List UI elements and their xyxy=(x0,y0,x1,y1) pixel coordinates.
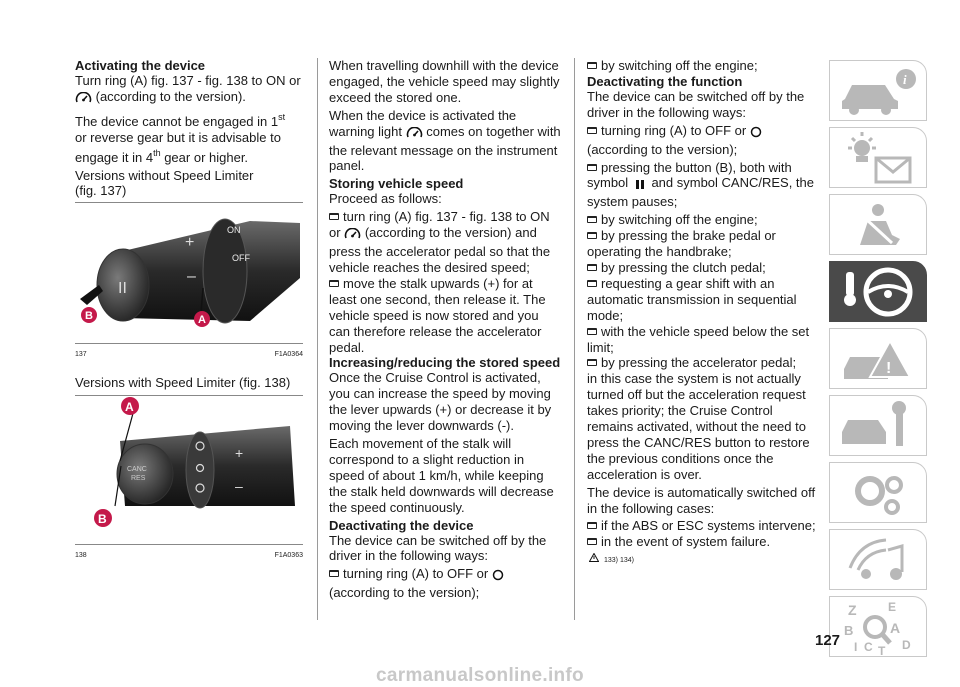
list-item xyxy=(329,566,561,585)
warning-references xyxy=(589,553,634,569)
heading-deactivating-function: Deactivating the function xyxy=(587,73,743,89)
column-separator xyxy=(574,58,575,620)
index-letter: A xyxy=(890,620,901,636)
list-item xyxy=(587,355,822,371)
bullet-icon xyxy=(587,232,597,239)
warning-lights-icon xyxy=(830,128,928,189)
bullet-icon xyxy=(329,213,339,220)
emergency-icon xyxy=(830,329,928,390)
heading-deactivating-device: Deactivating the device xyxy=(329,517,474,533)
cruise-control-icon xyxy=(406,127,423,143)
superscript: st xyxy=(278,111,286,122)
column-1 xyxy=(75,58,303,564)
bullet-icon xyxy=(587,359,597,366)
text: by pressing the accelerator pedal; xyxy=(601,355,797,371)
text: (according to the version) and press the accelerator pedal so that the vehicle reaches the desired speed; xyxy=(329,225,551,275)
bullet-icon xyxy=(329,280,339,287)
technical-data-icon xyxy=(830,463,928,524)
callout-a: A xyxy=(198,314,206,327)
svg-text:–: – xyxy=(235,478,243,495)
figure-137 xyxy=(75,203,303,341)
heading-increasing-reducing: Increasing/reducing the stored speed xyxy=(329,355,561,371)
bullet-icon xyxy=(329,570,339,577)
figure-code: F1A0363 xyxy=(274,552,303,560)
pause-icon xyxy=(632,178,648,194)
paragraph: Versions without Speed Limiter (fig. 137) xyxy=(75,167,254,199)
index-letter: E xyxy=(888,600,897,614)
text: by switching off the engine; xyxy=(601,58,758,73)
list-item xyxy=(587,324,822,356)
list-item xyxy=(587,534,822,550)
text: comes on together with the relevant message on the instrument panel. xyxy=(329,123,561,174)
svg-text:–: – xyxy=(187,268,196,286)
paragraph: in this case the system is not actually turned off but the acceleration request takes priority; the Cruise Control remains activated, without the need to press the CANC/RES button to restore the previous conditions once the acceleration is over. xyxy=(587,371,810,482)
paragraph: The device is automatically switched off in the following cases: xyxy=(587,484,816,516)
figure-caption xyxy=(75,347,303,363)
text: by pressing the brake pedal or operating the handbrake; xyxy=(587,228,776,260)
warning-ref-numbers: 133) 134) xyxy=(604,557,634,565)
paragraph: Proceed as follows: xyxy=(329,191,442,207)
speed-limiter-icon xyxy=(750,126,762,142)
index-letter: D xyxy=(902,638,911,652)
index-letter: B xyxy=(844,623,854,638)
starting-driving-icon xyxy=(830,262,928,323)
text: symbol xyxy=(587,175,629,191)
paragraph: Versions with Speed Limiter (fig. 138) xyxy=(75,375,291,391)
heading-activating-device: Activating the device xyxy=(75,58,206,73)
bullet-icon xyxy=(587,127,597,134)
tab-index[interactable] xyxy=(829,596,927,657)
safety-airbag-icon xyxy=(830,195,928,256)
paragraph: Once the Cruise Control is activated, you can increase the speed by moving the lever upwards (+) or decrease it by moving the lever downwards (-). xyxy=(329,370,552,434)
cruise-control-icon xyxy=(75,92,92,108)
list-item xyxy=(587,518,822,534)
text: When the device is activated the warning light xyxy=(329,107,517,139)
list-item xyxy=(587,228,822,260)
figure-code: F1A0364 xyxy=(274,351,303,359)
list-item xyxy=(587,58,822,74)
list-item xyxy=(587,260,822,276)
svg-text:+: + xyxy=(235,445,244,462)
figure-138 xyxy=(75,396,303,542)
text: engage it in 4 xyxy=(75,149,154,165)
tab-starting-driving[interactable] xyxy=(829,261,927,322)
bullet-icon xyxy=(587,62,597,69)
index-letter: T xyxy=(878,644,886,658)
tab-safety[interactable] xyxy=(829,194,927,255)
text: turning ring (A) to OFF or xyxy=(601,122,747,138)
section-tabs xyxy=(829,60,929,663)
bullet-icon xyxy=(587,264,597,271)
multimedia-icon xyxy=(830,530,928,591)
ring-on-label: ON xyxy=(227,225,241,236)
callout-b: B xyxy=(85,310,93,323)
paragraph xyxy=(329,108,561,175)
list-item xyxy=(587,212,822,228)
figure-caption xyxy=(75,548,303,564)
text: or reverse gear but it is advisable to xyxy=(75,129,281,145)
column-3 xyxy=(587,58,822,569)
tab-technical-data[interactable] xyxy=(829,462,927,523)
list-item xyxy=(329,209,561,276)
tab-emergency[interactable] xyxy=(829,328,927,389)
paragraph xyxy=(75,110,303,166)
index-letter: Z xyxy=(848,602,857,618)
svg-text:!: ! xyxy=(886,360,892,377)
column-2 xyxy=(329,58,561,603)
warning-triangle-icon xyxy=(589,553,599,569)
paragraph: (according to the version); xyxy=(329,585,480,601)
text: pressing the button (B), both with xyxy=(601,159,792,175)
callout-a: A xyxy=(125,400,134,415)
list-item xyxy=(329,276,561,356)
tab-car-info[interactable] xyxy=(829,60,927,121)
watermark: carmanualsonline.info xyxy=(376,665,584,686)
text: in the event of system failure. xyxy=(601,534,771,550)
tab-multimedia[interactable] xyxy=(829,529,927,590)
svg-text:CANC: CANC xyxy=(127,466,147,474)
text: (according to the version). xyxy=(95,88,246,104)
svg-text:+: + xyxy=(185,234,195,252)
figure-rule xyxy=(75,343,303,344)
figure-rule xyxy=(75,544,303,545)
callout-b: B xyxy=(98,512,107,527)
text: by pressing the clutch pedal; xyxy=(601,259,766,275)
cruise-control-icon xyxy=(344,228,361,244)
figure-number: 137 xyxy=(75,351,87,359)
index-icon xyxy=(830,597,928,658)
bullet-icon xyxy=(587,164,597,171)
text: with the vehicle speed below the set limit; xyxy=(587,323,810,355)
paragraph xyxy=(587,175,822,210)
page-number: 127 xyxy=(815,632,841,649)
text: and symbol CANC/RES, the system pauses; xyxy=(587,175,815,210)
list-item xyxy=(587,276,822,324)
text: move the stalk upwards (+) for at least one second, then release it. The vehicle speed is now stored and you can therefore release the accelerator pedal. xyxy=(329,275,546,355)
text: Turn ring (A) fig. 137 - fig. 138 to ON or xyxy=(75,73,301,88)
maintenance-icon xyxy=(830,396,928,457)
text: turn ring (A) fig. 137 - fig. 138 to ON xyxy=(343,209,550,225)
paragraph: The device can be switched off by the driver in the following ways: xyxy=(329,532,547,564)
superscript: th xyxy=(153,147,161,158)
stalk-illustration-137 xyxy=(75,203,303,341)
paragraph: Each movement of the stalk will correspond to a slight reduction in speed of about 1 km/h, while keeping the stalk held downwards will decrease the speed continuously. xyxy=(329,436,554,515)
column-separator xyxy=(317,58,318,620)
speed-limiter-icon xyxy=(492,569,504,585)
ring-off-label: OFF xyxy=(232,253,250,264)
bullet-icon xyxy=(587,328,597,335)
bullet-icon xyxy=(587,522,597,529)
index-letter: I xyxy=(854,640,858,654)
index-letter: C xyxy=(864,640,873,654)
text: The device cannot be engaged in 1 xyxy=(75,113,279,129)
tab-maintenance[interactable] xyxy=(829,395,927,456)
text: requesting a gear shift with an automatic transmission in sequential mode; xyxy=(587,275,797,323)
car-info-icon xyxy=(830,61,928,122)
bullet-icon xyxy=(587,216,597,223)
list-item xyxy=(587,123,822,142)
heading-storing-speed: Storing vehicle speed xyxy=(329,176,464,192)
bullet-icon xyxy=(587,280,597,287)
paragraph xyxy=(75,73,303,108)
stalk-illustration-138 xyxy=(75,396,303,542)
text: turning ring (A) to OFF or xyxy=(343,566,489,582)
svg-text:II: II xyxy=(118,280,127,298)
paragraph: (according to the version); xyxy=(587,141,738,157)
bullet-icon xyxy=(587,538,597,545)
paragraph: The device can be switched off by the driver in the following ways: xyxy=(587,88,805,120)
paragraph: When travelling downhill with the device engaged, the vehicle speed may slightly exceed the stored one. xyxy=(329,58,560,105)
text: if the ABS or ESC systems intervene; xyxy=(601,518,816,534)
svg-text:RES: RES xyxy=(131,475,146,483)
svg-text:i: i xyxy=(903,72,907,87)
tab-warning-lights[interactable] xyxy=(829,127,927,188)
figure-number: 138 xyxy=(75,552,87,560)
list-item xyxy=(587,160,822,176)
text: by switching off the engine; xyxy=(601,212,758,228)
text: or xyxy=(329,225,341,241)
text: gear or higher. xyxy=(160,149,249,165)
